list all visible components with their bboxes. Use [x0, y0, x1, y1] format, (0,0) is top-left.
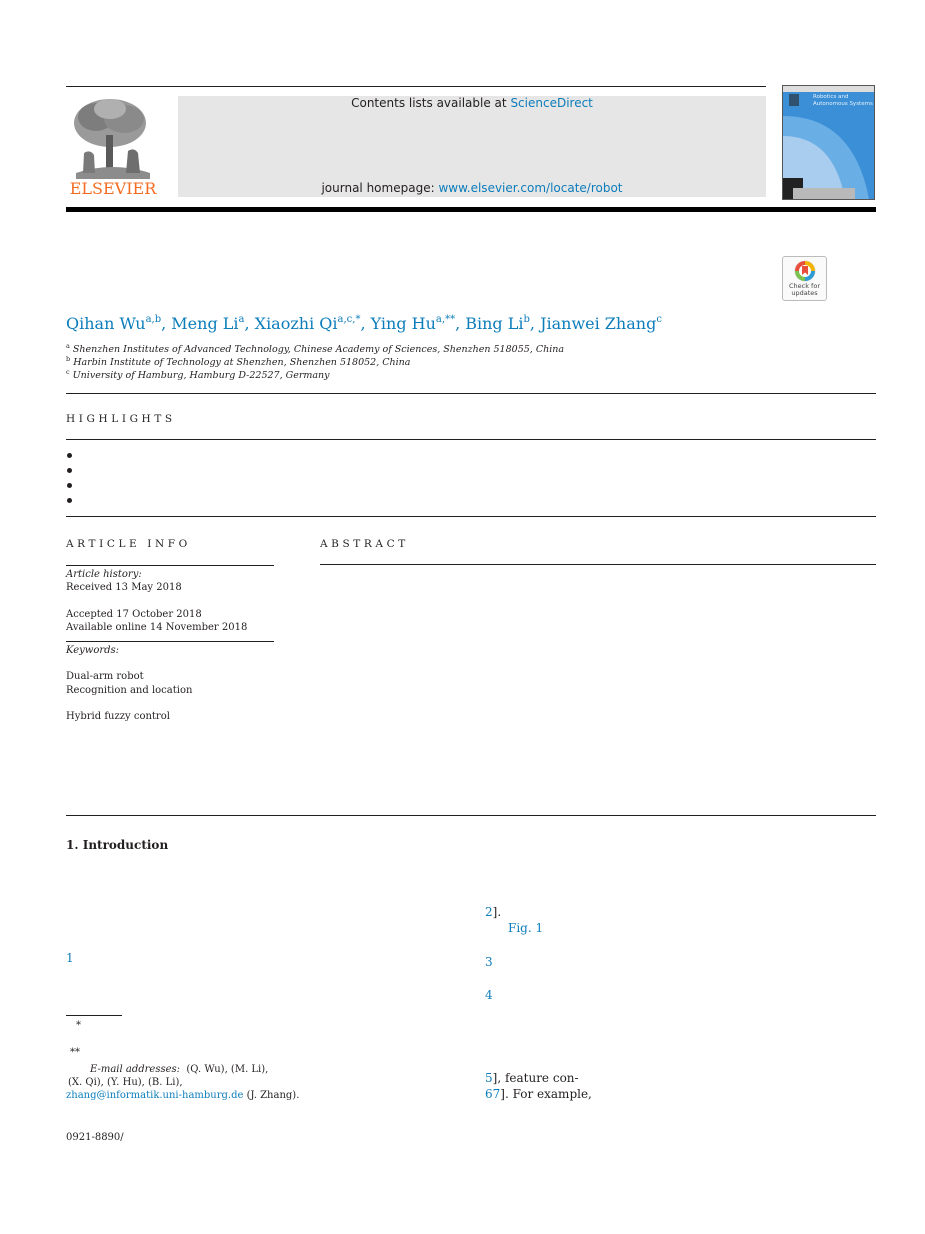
divider: [66, 641, 274, 642]
citation-link[interactable]: 4: [485, 988, 493, 1002]
highlight-bullet: [67, 453, 72, 458]
author[interactable]: Jianwei Zhang$^c$: [540, 314, 662, 333]
citation-line: 67]. For example,: [485, 1087, 592, 1101]
author[interactable]: Bing Li$^b$: [465, 314, 530, 333]
divider: [66, 815, 876, 816]
highlight-bullet: [67, 498, 72, 503]
footnote-rule: [66, 1015, 122, 1016]
keyword: Hybrid fuzzy control: [66, 711, 170, 722]
citation-line: 5], feature con-: [485, 1071, 579, 1085]
elsevier-logo: [66, 95, 160, 199]
article-info-heading: ARTICLE INFO: [66, 538, 191, 550]
author[interactable]: Meng Li$^a$: [171, 314, 245, 333]
issn: 0921-8890/: [66, 1132, 124, 1143]
cover-title: Robotics and Autonomous Systems: [813, 94, 873, 107]
affiliation: $^a$ Shenzhen Institutes of Advanced Technology, Chinese Academy of Sciences, Shenzhen 518055, China: [66, 342, 565, 355]
email-link[interactable]: zhang@informatik.uni-hamburg.de: [66, 1090, 244, 1101]
header-bottom-rule: [66, 207, 876, 212]
author[interactable]: Xiaozhi $Qi^{a,c,*}$: [254, 314, 361, 333]
citation-link[interactable]: 1: [66, 951, 74, 965]
keyword: Dual-arm robot: [66, 671, 144, 682]
available-date: Available online 14 November 2018: [66, 622, 248, 633]
keywords-label: Keywords:: [66, 645, 120, 656]
abstract-heading: ABSTRACT: [320, 538, 409, 550]
footnote-double-star: **: [70, 1047, 80, 1058]
author-list: Qihan Wu$^{a,b}$, Meng Li$^a$, Xiaozhi $Qi^{a,c,*}$, Ying $Hu^{a,**}$, Bing Li$^b$, Jianwei Zhang$^c$: [66, 314, 662, 333]
sciencedirect-link[interactable]: ScienceDirect: [510, 96, 593, 110]
divider: [320, 564, 876, 565]
divider: [66, 439, 876, 440]
citation-link[interactable]: 3: [485, 955, 493, 969]
author[interactable]: Qihan Wu$^{a,b}$: [66, 314, 162, 333]
accepted-date: Accepted 17 October 2018: [66, 609, 202, 620]
highlight-bullet: [67, 483, 72, 488]
crossmark-icon: [794, 260, 816, 282]
keyword: Recognition and location: [66, 685, 193, 696]
check-for-updates-badge[interactable]: Check for updates: [782, 256, 827, 301]
section-heading: 1. Introduction: [66, 838, 169, 852]
journal-cover: [782, 85, 875, 200]
affiliation: $^b$ Harbin Institute of Technology at Shenzhen, Shenzhen 518052, China: [66, 355, 411, 368]
contents-line: Contents lists available at ScienceDirect: [351, 96, 593, 110]
citation-line: 2].: [485, 905, 502, 919]
header-top-rule: [66, 86, 766, 87]
homepage-line: journal homepage: www.elsevier.com/locate/robot: [321, 181, 623, 195]
received-date: Received 13 May 2018: [66, 582, 182, 593]
divider: [66, 393, 876, 394]
highlights-heading: HIGHLIGHTS: [66, 413, 176, 425]
figure-link[interactable]: Fig. 1: [508, 921, 544, 935]
divider: [66, 516, 876, 517]
affiliation: $^c$ University of Hamburg, Hamburg D-22527, Germany: [66, 368, 330, 381]
email-line: E-mail addresses: (Q. Wu), (M. Li),: [90, 1064, 269, 1075]
publisher-wordmark: ELSEVIER: [69, 179, 157, 198]
citation-link[interactable]: 2: [485, 905, 493, 919]
article-history-label: Article history:: [66, 569, 142, 580]
highlight-bullet: [67, 468, 72, 473]
citation-link[interactable]: 5: [485, 1071, 493, 1085]
email-line: zhang@informatik.uni-hamburg.de (J. Zhang).: [66, 1090, 300, 1101]
author[interactable]: Ying $Hu^{a,**}$: [370, 314, 456, 333]
footnote-star: *: [76, 1020, 81, 1031]
journal-homepage-link[interactable]: www.elsevier.com/locate/robot: [438, 181, 623, 195]
email-line: (X. Qi), (Y. Hu), (B. Li),: [68, 1077, 183, 1088]
divider: [66, 565, 274, 566]
citation-link[interactable]: 67: [485, 1087, 501, 1101]
